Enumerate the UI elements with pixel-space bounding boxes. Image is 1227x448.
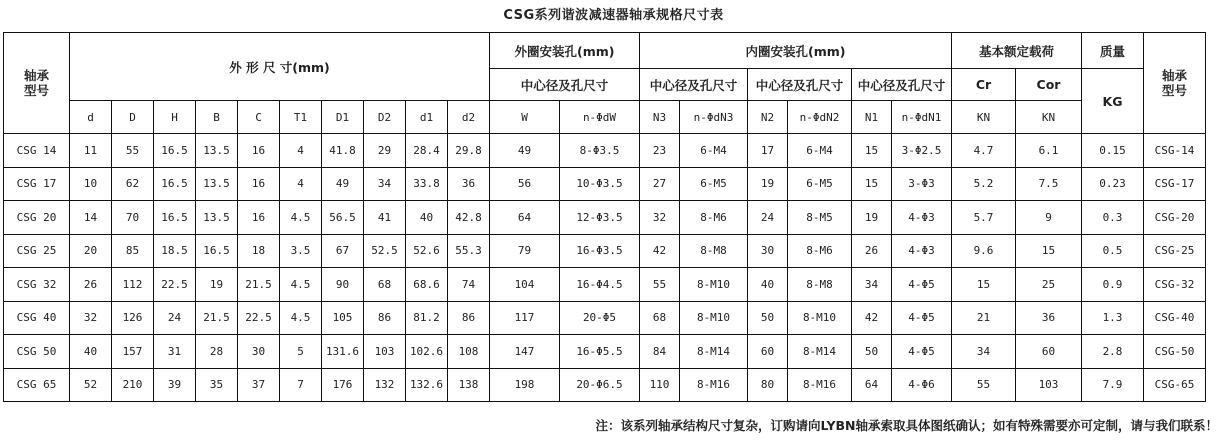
column-header: D1	[322, 101, 364, 134]
table-cell: 132.6	[406, 368, 448, 402]
header-cor: Cor	[1016, 69, 1082, 101]
table-cell: 56	[490, 167, 560, 201]
table-cell: 4	[280, 167, 322, 201]
table-cell: 8-M14	[788, 335, 852, 369]
table-cell: 27	[640, 167, 680, 201]
table-cell: 15	[1016, 234, 1082, 268]
table-cell: 7	[280, 368, 322, 402]
header-inner-center-hole-1: 中心径及孔尺寸	[852, 69, 952, 101]
table-cell: 19	[196, 268, 238, 302]
table-cell: 16.5	[154, 201, 196, 235]
table-cell: 60	[748, 335, 788, 369]
column-header: N2	[748, 101, 788, 134]
table-cell: 55	[112, 134, 154, 168]
table-cell: 9.6	[952, 234, 1016, 268]
table-cell: 8-M10	[680, 301, 748, 335]
table-cell: 16.5	[154, 134, 196, 168]
header-inner-center-hole-2: 中心径及孔尺寸	[748, 69, 852, 101]
table-cell: 110	[640, 368, 680, 402]
table-cell: 85	[112, 234, 154, 268]
table-cell: 18.5	[154, 234, 196, 268]
table-cell: 117	[490, 301, 560, 335]
table-cell: 60	[1016, 335, 1082, 369]
table-cell: 8-M16	[788, 368, 852, 402]
table-cell: 0.5	[1082, 234, 1144, 268]
table-cell: 23	[640, 134, 680, 168]
table-cell: 24	[748, 201, 788, 235]
table-cell: 81.2	[406, 301, 448, 335]
table-cell: 21.5	[196, 301, 238, 335]
table-cell: 105	[322, 301, 364, 335]
column-header: KN	[952, 101, 1016, 134]
row-model: CSG 20	[4, 201, 70, 235]
table-cell: 50	[852, 335, 892, 369]
table-cell: 52.6	[406, 234, 448, 268]
table-cell: 8-M5	[788, 201, 852, 235]
table-cell: 4.5	[280, 268, 322, 302]
column-header: d1	[406, 101, 448, 134]
table-cell: 30	[748, 234, 788, 268]
table-cell: 34	[852, 268, 892, 302]
table-cell: 3-Φ2.5	[892, 134, 952, 168]
table-cell: 4-Φ3	[892, 201, 952, 235]
table-cell: 86	[448, 301, 490, 335]
header-model-right: 轴承 型号	[1144, 33, 1206, 134]
table-cell: 74	[448, 268, 490, 302]
table-cell: 157	[112, 335, 154, 369]
table-cell: 4-Φ5	[892, 268, 952, 302]
table-cell: 84	[640, 335, 680, 369]
table-body	[4, 134, 1206, 402]
table-cell: 16	[238, 167, 280, 201]
table-cell: 70	[112, 201, 154, 235]
table-cell: 42	[852, 301, 892, 335]
table-cell: 32	[70, 301, 112, 335]
table-cell: 8-Φ3.5	[560, 134, 640, 168]
table-cell: 18	[238, 234, 280, 268]
table-cell: 19	[852, 201, 892, 235]
column-header: n-ΦdW	[560, 101, 640, 134]
column-header: D	[112, 101, 154, 134]
table-cell: 8-M14	[680, 335, 748, 369]
column-header: W	[490, 101, 560, 134]
table-cell: 9	[1016, 201, 1082, 235]
table-cell: 36	[1016, 301, 1082, 335]
table-cell: 21	[952, 301, 1016, 335]
column-header: T1	[280, 101, 322, 134]
table-cell: 30	[238, 335, 280, 369]
table-cell: 8-M8	[788, 268, 852, 302]
table-cell: 131.6	[322, 335, 364, 369]
table-cell: 19	[748, 167, 788, 201]
table-row	[4, 134, 1206, 168]
table-row	[4, 368, 1206, 402]
table-cell: 15	[852, 134, 892, 168]
table-cell: 29	[364, 134, 406, 168]
table-cell: 35	[196, 368, 238, 402]
row-model: CSG 65	[4, 368, 70, 402]
table-cell: 210	[112, 368, 154, 402]
table-cell: 34	[364, 167, 406, 201]
table-cell: 8-M16	[680, 368, 748, 402]
table-cell: 16	[238, 134, 280, 168]
table-cell: 104	[490, 268, 560, 302]
table-row	[4, 335, 1206, 369]
table-cell: 3-Φ3	[892, 167, 952, 201]
table-cell: 15	[852, 167, 892, 201]
table-cell: 55	[952, 368, 1016, 402]
table-cell: 20	[70, 234, 112, 268]
table-cell: 4	[280, 134, 322, 168]
table-cell: 29.8	[448, 134, 490, 168]
table-cell: 8-M6	[788, 234, 852, 268]
table-row	[4, 234, 1206, 268]
table-cell: 10-Φ3.5	[560, 167, 640, 201]
table-cell: 0.15	[1082, 134, 1144, 168]
table-cell: 5.2	[952, 167, 1016, 201]
table-cell: 50	[748, 301, 788, 335]
table-cell: 14	[70, 201, 112, 235]
table-cell: 34	[952, 335, 1016, 369]
table-cell: 10	[70, 167, 112, 201]
table-cell: 12-Φ3.5	[560, 201, 640, 235]
table-cell: 6-M5	[788, 167, 852, 201]
row-model-right: CSG-20	[1144, 201, 1206, 235]
table-cell: 0.9	[1082, 268, 1144, 302]
header-outer-hole: 外圈安装孔(mm)	[490, 33, 640, 69]
table-cell: 103	[1016, 368, 1082, 402]
table-cell: 36	[448, 167, 490, 201]
table-cell: 13.5	[196, 167, 238, 201]
header-load: 基本额定载荷	[952, 33, 1082, 69]
table-cell: 6-M4	[680, 134, 748, 168]
column-header: C	[238, 101, 280, 134]
table-cell: 32	[640, 201, 680, 235]
table-cell: 0.23	[1082, 167, 1144, 201]
table-cell: 37	[238, 368, 280, 402]
table-cell: 16-Φ4.5	[560, 268, 640, 302]
table-cell: 52	[70, 368, 112, 402]
row-model-right: CSG-32	[1144, 268, 1206, 302]
row-model: CSG 50	[4, 335, 70, 369]
table-cell: 8-M8	[680, 234, 748, 268]
bearing-spec-table	[3, 32, 1206, 402]
table-cell: 6-M5	[680, 167, 748, 201]
table-cell: 11	[70, 134, 112, 168]
table-cell: 52.5	[364, 234, 406, 268]
table-cell: 3.5	[280, 234, 322, 268]
footer-note: 注：该系列轴承结构尺寸复杂，订购请向LYBN轴承索取具体图纸确认；如有特殊需要亦可定制，请与我们联系！	[595, 418, 1218, 433]
table-cell: 4-Φ6	[892, 368, 952, 402]
row-model: CSG 40	[4, 301, 70, 335]
table-cell: 16	[238, 201, 280, 235]
table-cell: 4-Φ5	[892, 301, 952, 335]
table-cell: 13.5	[196, 134, 238, 168]
table-cell: 40	[70, 335, 112, 369]
table-cell: 55	[640, 268, 680, 302]
table-cell: 8-M10	[788, 301, 852, 335]
header-cr: Cr	[952, 69, 1016, 101]
column-header: d2	[448, 101, 490, 134]
table-cell: 4.5	[280, 301, 322, 335]
table-cell: 90	[322, 268, 364, 302]
column-header: n-ΦdN3	[680, 101, 748, 134]
table-cell: 24	[154, 301, 196, 335]
table-cell: 176	[322, 368, 364, 402]
column-header: n-ΦdN1	[892, 101, 952, 134]
table-cell: 6.1	[1016, 134, 1082, 168]
table-cell: 64	[490, 201, 560, 235]
row-model-right: CSG-65	[1144, 368, 1206, 402]
column-header: N1	[852, 101, 892, 134]
header-mass: 质量	[1082, 33, 1144, 69]
table-cell: 147	[490, 335, 560, 369]
table-cell: 20-Φ6.5	[560, 368, 640, 402]
table-cell: 42	[640, 234, 680, 268]
table-cell: 64	[852, 368, 892, 402]
table-cell: 40	[748, 268, 788, 302]
header-inner-center-hole-3: 中心径及孔尺寸	[640, 69, 748, 101]
table-cell: 2.8	[1082, 335, 1144, 369]
table-cell: 67	[322, 234, 364, 268]
table-cell: 16.5	[154, 167, 196, 201]
table-cell: 31	[154, 335, 196, 369]
table-cell: 17	[748, 134, 788, 168]
row-model: CSG 14	[4, 134, 70, 168]
column-header: B	[196, 101, 238, 134]
table-cell: 198	[490, 368, 560, 402]
table-cell: 33.8	[406, 167, 448, 201]
table-cell: 49	[322, 167, 364, 201]
row-model-right: CSG-40	[1144, 301, 1206, 335]
table-cell: 16-Φ3.5	[560, 234, 640, 268]
table-cell: 68	[364, 268, 406, 302]
table-cell: 138	[448, 368, 490, 402]
row-model: CSG 32	[4, 268, 70, 302]
table-cell: 40	[406, 201, 448, 235]
table-cell: 80	[748, 368, 788, 402]
table-cell: 13.5	[196, 201, 238, 235]
column-header: n-ΦdN2	[788, 101, 852, 134]
table-cell: 62	[112, 167, 154, 201]
column-header: KN	[1016, 101, 1082, 134]
row-model-right: CSG-14	[1144, 134, 1206, 168]
table-cell: 16.5	[196, 234, 238, 268]
table-cell: 28	[196, 335, 238, 369]
column-header: D2	[364, 101, 406, 134]
column-header: H	[154, 101, 196, 134]
table-cell: 126	[112, 301, 154, 335]
header-outer-dimensions: 外 形 尺 寸(mm)	[70, 33, 490, 101]
table-cell: 4-Φ3	[892, 234, 952, 268]
table-cell: 22.5	[238, 301, 280, 335]
table-cell: 41	[364, 201, 406, 235]
table-cell: 16-Φ5.5	[560, 335, 640, 369]
header-inner-hole: 内圈安装孔(mm)	[640, 33, 952, 69]
table-cell: 1.3	[1082, 301, 1144, 335]
table-cell: 41.8	[322, 134, 364, 168]
table-cell: 39	[154, 368, 196, 402]
table-cell: 21.5	[238, 268, 280, 302]
table-cell: 6-M4	[788, 134, 852, 168]
table-cell: 20-Φ5	[560, 301, 640, 335]
column-header: d	[70, 101, 112, 134]
table-cell: 8-M10	[680, 268, 748, 302]
header-kg: KG	[1082, 69, 1144, 134]
table-cell: 7.5	[1016, 167, 1082, 201]
table-cell: 5.7	[952, 201, 1016, 235]
page-title: CSG系列谐波减速器轴承规格尺寸表	[503, 8, 724, 23]
table-row	[4, 167, 1206, 201]
table-cell: 22.5	[154, 268, 196, 302]
table-cell: 28.4	[406, 134, 448, 168]
table-cell: 55.3	[448, 234, 490, 268]
table-cell: 7.9	[1082, 368, 1144, 402]
header-model: 轴承 型号	[4, 33, 70, 134]
row-model: CSG 17	[4, 167, 70, 201]
table-cell: 26	[70, 268, 112, 302]
table-cell: 103	[364, 335, 406, 369]
table-row	[4, 201, 1206, 235]
table-cell: 42.8	[448, 201, 490, 235]
table-cell: 112	[112, 268, 154, 302]
table-cell: 86	[364, 301, 406, 335]
table-cell: 26	[852, 234, 892, 268]
table-cell: 79	[490, 234, 560, 268]
column-header: N3	[640, 101, 680, 134]
row-model-right: CSG-25	[1144, 234, 1206, 268]
table-cell: 4.7	[952, 134, 1016, 168]
table-cell: 25	[1016, 268, 1082, 302]
row-model-right: CSG-50	[1144, 335, 1206, 369]
table-cell: 15	[952, 268, 1016, 302]
row-model-right: CSG-17	[1144, 167, 1206, 201]
table-cell: 49	[490, 134, 560, 168]
table-cell: 4-Φ5	[892, 335, 952, 369]
table-cell: 132	[364, 368, 406, 402]
column-header-row	[4, 101, 1206, 134]
table-cell: 8-M6	[680, 201, 748, 235]
table-cell: 5	[280, 335, 322, 369]
table-cell: 108	[448, 335, 490, 369]
table-cell: 0.3	[1082, 201, 1144, 235]
table-cell: 68	[640, 301, 680, 335]
table-cell: 102.6	[406, 335, 448, 369]
table-cell: 4.5	[280, 201, 322, 235]
table-row	[4, 301, 1206, 335]
table-cell: 56.5	[322, 201, 364, 235]
table-row	[4, 268, 1206, 302]
row-model: CSG 25	[4, 234, 70, 268]
header-outer-center-hole: 中心径及孔尺寸	[490, 69, 640, 101]
table-cell: 68.6	[406, 268, 448, 302]
